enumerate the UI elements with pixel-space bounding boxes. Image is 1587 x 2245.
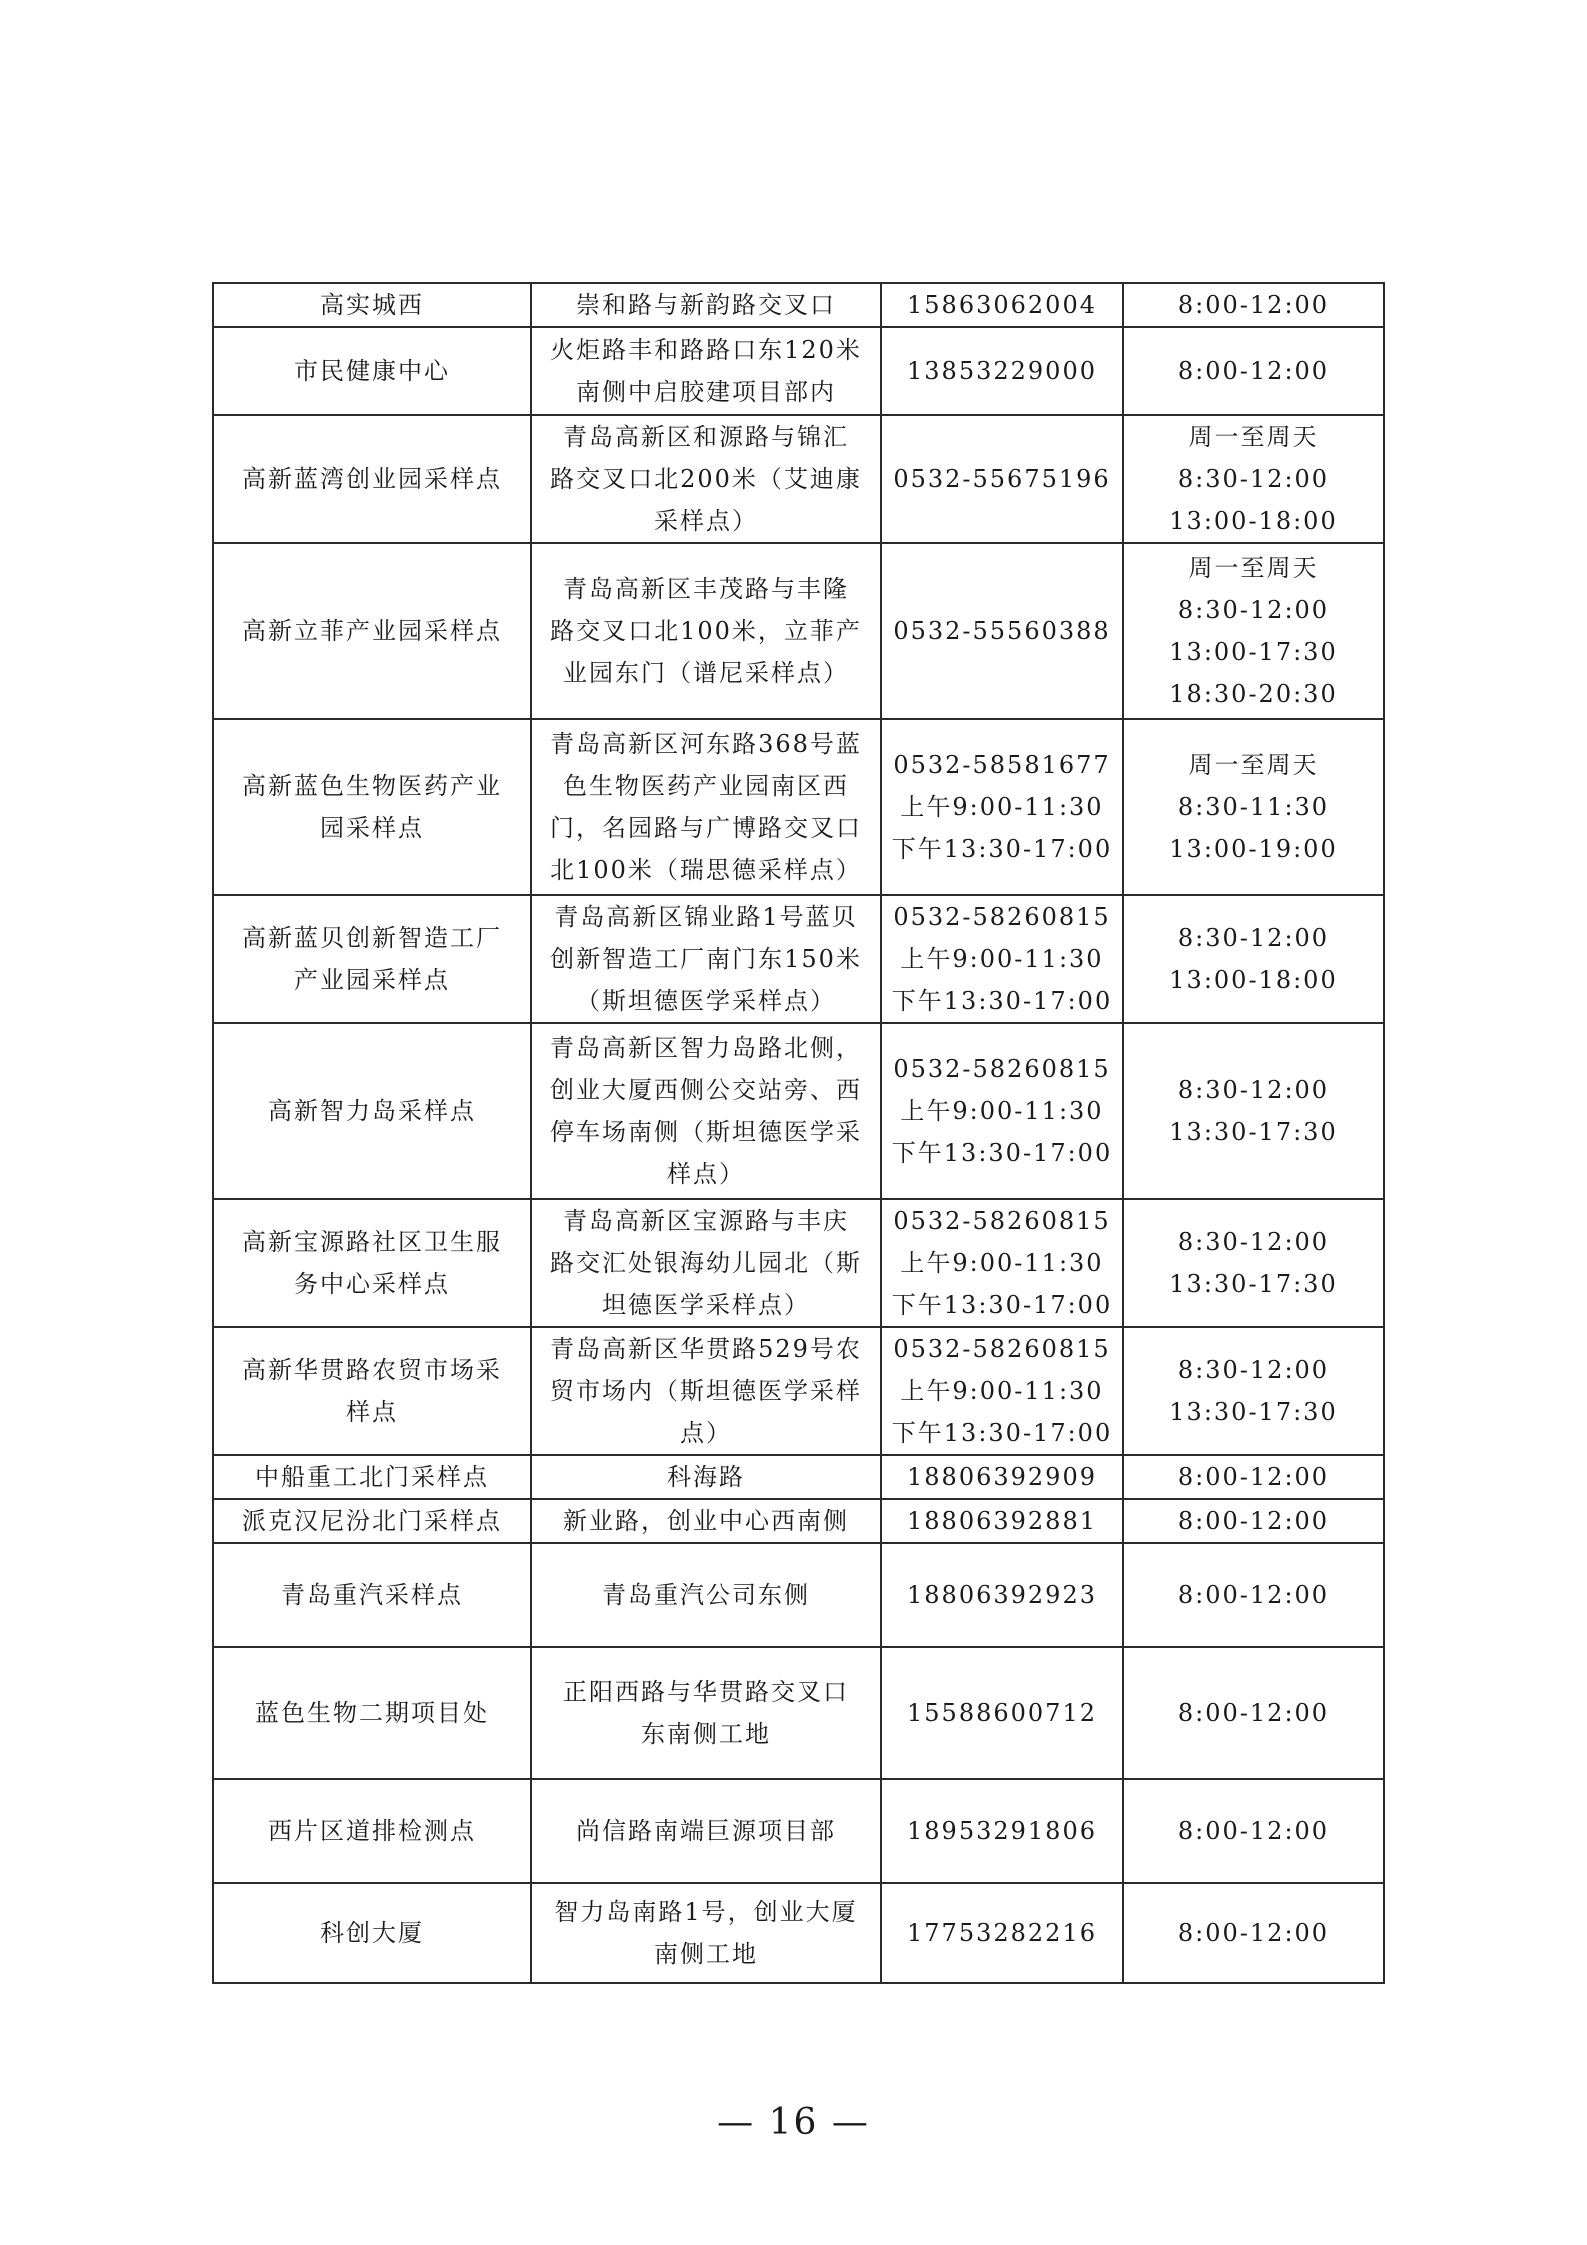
cell-text-line: 下午13:30-17:00 [891, 1291, 1113, 1319]
site-phone-cell [881, 1499, 1123, 1543]
cell-text-line: 停车场南侧（斯坦德医学采 [550, 1118, 862, 1146]
cell-text-line: 南侧中启胶建项目部内 [576, 378, 836, 406]
cell-text-line: 点） [680, 1419, 732, 1447]
cell-text-line: 8:00-12:00 [1177, 1919, 1330, 1947]
cell-text-line: 17753282216 [907, 1919, 1097, 1947]
cell-text-line: 15588600712 [907, 1699, 1097, 1727]
site-hours-cell [1123, 283, 1384, 327]
table-row [213, 1647, 1384, 1779]
cell-text-line: 下午13:30-17:00 [891, 987, 1113, 1015]
table-row [213, 1883, 1384, 1983]
cell-text-line: 8:30-12:00 [1177, 465, 1330, 493]
cell-text-line: 青岛高新区和源路与锦汇 [563, 423, 849, 451]
cell-text-line: 高新智力岛采样点 [268, 1097, 476, 1125]
cell-text-line: 派克汉尼汾北门采样点 [242, 1507, 502, 1535]
cell-text-line: 8:30-12:00 [1177, 596, 1330, 624]
site-phone-cell [881, 415, 1123, 543]
site-name-cell [213, 1883, 531, 1983]
cell-text-line: 18806392909 [907, 1463, 1097, 1491]
cell-text-line: 贸市场内（斯坦德医学采样 [550, 1377, 862, 1405]
site-hours-cell [1123, 1647, 1384, 1779]
cell-text-line: 南侧工地 [654, 1940, 758, 1968]
site-name-cell [213, 1199, 531, 1327]
table-row [213, 415, 1384, 543]
site-name-cell [213, 1327, 531, 1455]
cell-text-line: 8:00-12:00 [1177, 357, 1330, 385]
cell-text-line: 西片区道排检测点 [268, 1817, 476, 1845]
cell-text-line: 创业大厦西侧公交站旁、西 [550, 1076, 862, 1104]
site-phone-cell [881, 1455, 1123, 1499]
site-address-cell [531, 1455, 881, 1499]
cell-text-line: 上午9:00-11:30 [900, 1377, 1104, 1405]
site-address-cell [531, 283, 881, 327]
cell-text-line: 样点 [346, 1398, 398, 1426]
site-name-cell [213, 1647, 531, 1779]
table-row [213, 543, 1384, 719]
cell-text-line: 13:00-18:00 [1169, 966, 1338, 994]
cell-text-line: 8:00-12:00 [1177, 1507, 1330, 1535]
site-name-cell [213, 543, 531, 719]
cell-text-line: 门，名园路与广博路交叉口 [550, 814, 862, 842]
cell-text-line: 8:00-12:00 [1177, 1463, 1330, 1491]
cell-text-line: 坦德医学采样点） [602, 1291, 810, 1319]
cell-text-line: 高新宝源路社区卫生服 [242, 1228, 502, 1256]
site-phone-cell [881, 1647, 1123, 1779]
cell-text-line: 8:30-12:00 [1177, 924, 1330, 952]
cell-text-line: 下午13:30-17:00 [891, 1139, 1113, 1167]
table-row [213, 327, 1384, 415]
site-hours-cell [1123, 1499, 1384, 1543]
cell-text-line: 0532-58260815 [893, 903, 1111, 931]
site-hours-cell [1123, 1327, 1384, 1455]
site-address-cell [531, 1883, 881, 1983]
cell-text-line: 园采样点 [320, 814, 424, 842]
cell-text-line: 青岛高新区锦业路1号蓝贝 [554, 903, 858, 931]
cell-text-line: 18806392923 [907, 1581, 1097, 1609]
cell-text-line: 尚信路南端巨源项目部 [576, 1817, 836, 1845]
cell-text-line: 周一至周天 [1188, 554, 1319, 582]
site-name-cell [213, 719, 531, 895]
cell-text-line: 崇和路与新韵路交叉口 [576, 291, 836, 319]
cell-text-line: 8:30-12:00 [1177, 1076, 1330, 1104]
cell-text-line: 高新立菲产业园采样点 [242, 617, 502, 645]
site-name-cell [213, 327, 531, 415]
cell-text-line: 路交叉口北200米（艾迪康 [550, 465, 862, 493]
cell-text-line: 青岛高新区河东路368号蓝 [550, 730, 862, 758]
cell-text-line: 色生物医药产业园南区西 [563, 772, 849, 800]
site-address-cell [531, 1779, 881, 1883]
cell-text-line: 周一至周天 [1188, 423, 1319, 451]
table-row [213, 1327, 1384, 1455]
cell-text-line: 青岛重汽公司东侧 [602, 1581, 810, 1609]
cell-text-line: 8:30-11:30 [1177, 793, 1330, 821]
site-address-cell [531, 1023, 881, 1199]
cell-text-line: 13:00-17:30 [1169, 638, 1338, 666]
site-hours-cell [1123, 1199, 1384, 1327]
cell-text-line: 正阳西路与华贯路交叉口 [563, 1678, 849, 1706]
cell-text-line: 0532-55560388 [893, 617, 1111, 645]
cell-text-line: 青岛高新区宝源路与丰庆 [563, 1207, 849, 1235]
site-phone-cell [881, 327, 1123, 415]
cell-text-line: 样点） [667, 1160, 745, 1188]
cell-text-line: 高新蓝色生物医药产业 [242, 772, 502, 800]
cell-text-line: 下午13:30-17:00 [891, 1419, 1113, 1447]
cell-text-line: 上午9:00-11:30 [900, 793, 1104, 821]
cell-text-line: 8:00-12:00 [1177, 1699, 1330, 1727]
table-row [213, 1023, 1384, 1199]
site-address-cell [531, 327, 881, 415]
cell-text-line: 高新蓝贝创新智造工厂 [242, 924, 502, 952]
cell-text-line: 15863062004 [907, 291, 1097, 319]
sampling-sites-table [212, 282, 1385, 1984]
table-row [213, 1199, 1384, 1327]
cell-text-line: 产业园采样点 [294, 966, 450, 994]
cell-text-line: 0532-55675196 [893, 465, 1111, 493]
table-row [213, 895, 1384, 1023]
site-hours-cell [1123, 1883, 1384, 1983]
table-row [213, 1455, 1384, 1499]
site-address-cell [531, 415, 881, 543]
site-phone-cell [881, 1199, 1123, 1327]
cell-text-line: 新业路，创业中心西南侧 [563, 1507, 849, 1535]
site-name-cell [213, 1543, 531, 1647]
cell-text-line: 8:00-12:00 [1177, 291, 1330, 319]
site-name-cell [213, 1023, 531, 1199]
cell-text-line: 8:30-12:00 [1177, 1356, 1330, 1384]
cell-text-line: 科海路 [667, 1463, 745, 1491]
table-body [213, 283, 1384, 1983]
site-name-cell [213, 283, 531, 327]
site-hours-cell [1123, 1779, 1384, 1883]
cell-text-line: 东南侧工地 [641, 1720, 771, 1748]
site-hours-cell [1123, 895, 1384, 1023]
cell-text-line: 青岛高新区华贯路529号农 [550, 1335, 862, 1363]
cell-text-line: 高新蓝湾创业园采样点 [242, 465, 502, 493]
cell-text-line: 高新华贯路农贸市场采 [242, 1356, 502, 1384]
table-row [213, 283, 1384, 327]
site-address-cell [531, 1499, 881, 1543]
site-hours-cell [1123, 719, 1384, 895]
cell-text-line: 0532-58260815 [893, 1207, 1111, 1235]
cell-text-line: 采样点） [654, 507, 758, 535]
cell-text-line: 下午13:30-17:00 [891, 835, 1113, 863]
cell-text-line: 8:00-12:00 [1177, 1817, 1330, 1845]
site-phone-cell [881, 719, 1123, 895]
cell-text-line: 18:30-20:30 [1169, 680, 1338, 708]
cell-text-line: 火炬路丰和路路口东120米 [550, 336, 862, 364]
site-phone-cell [881, 895, 1123, 1023]
cell-text-line: 8:30-12:00 [1177, 1228, 1330, 1256]
cell-text-line: 路交汇处银海幼儿园北（斯 [550, 1249, 862, 1277]
site-hours-cell [1123, 1543, 1384, 1647]
table-row [213, 1499, 1384, 1543]
cell-text-line: 路交叉口北100米，立菲产 [550, 617, 862, 645]
site-address-cell [531, 1199, 881, 1327]
cell-text-line: 18806392881 [907, 1507, 1097, 1535]
site-phone-cell [881, 1883, 1123, 1983]
cell-text-line: 18953291806 [907, 1817, 1097, 1845]
cell-text-line: 智力岛南路1号，创业大厦 [554, 1898, 858, 1926]
site-phone-cell [881, 283, 1123, 327]
cell-text-line: 市民健康中心 [294, 357, 450, 385]
cell-text-line: 创新智造工厂南门东150米 [550, 945, 862, 973]
cell-text-line: 青岛高新区丰茂路与丰隆 [563, 575, 849, 603]
site-name-cell [213, 1455, 531, 1499]
site-phone-cell [881, 1327, 1123, 1455]
cell-text-line: 13:00-18:00 [1169, 507, 1338, 535]
site-name-cell [213, 415, 531, 543]
site-address-cell [531, 719, 881, 895]
site-phone-cell [881, 1543, 1123, 1647]
cell-text-line: 13:00-19:00 [1169, 835, 1338, 863]
cell-text-line: 上午9:00-11:30 [900, 945, 1104, 973]
cell-text-line: 中船重工北门采样点 [255, 1463, 489, 1491]
table-row [213, 1543, 1384, 1647]
site-address-cell [531, 543, 881, 719]
cell-text-line: 13:30-17:30 [1169, 1398, 1338, 1426]
cell-text-line: 8:00-12:00 [1177, 1581, 1330, 1609]
cell-text-line: 上午9:00-11:30 [900, 1249, 1104, 1277]
cell-text-line: 上午9:00-11:30 [900, 1097, 1104, 1125]
site-address-cell [531, 1327, 881, 1455]
cell-text-line: 科创大厦 [320, 1919, 424, 1947]
cell-text-line: 务中心采样点 [294, 1270, 450, 1298]
cell-text-line: 青岛重汽采样点 [281, 1581, 463, 1609]
cell-text-line: （斯坦德医学采样点） [576, 987, 836, 1015]
cell-text-line: 周一至周天 [1188, 751, 1319, 779]
cell-text-line: 0532-58581677 [893, 751, 1111, 779]
cell-text-line: 0532-58260815 [893, 1055, 1111, 1083]
cell-text-line: 青岛高新区智力岛路北侧， [550, 1034, 862, 1062]
cell-text-line: 0532-58260815 [893, 1335, 1111, 1363]
site-hours-cell [1123, 1023, 1384, 1199]
site-name-cell [213, 1779, 531, 1883]
site-hours-cell [1123, 543, 1384, 719]
page-number: — 16 — [717, 2102, 870, 2143]
cell-text-line: 13:30-17:30 [1169, 1118, 1338, 1146]
site-address-cell [531, 1543, 881, 1647]
cell-text-line: 13:30-17:30 [1169, 1270, 1338, 1298]
site-phone-cell [881, 543, 1123, 719]
site-phone-cell [881, 1779, 1123, 1883]
site-address-cell [531, 895, 881, 1023]
table-row [213, 719, 1384, 895]
table-row [213, 1779, 1384, 1883]
cell-text-line: 高实城西 [320, 291, 424, 319]
cell-text-line: 蓝色生物二期项目处 [255, 1699, 489, 1727]
site-phone-cell [881, 1023, 1123, 1199]
cell-text-line: 业园东门（谱尼采样点） [563, 659, 849, 687]
cell-text-line: 13853229000 [907, 357, 1097, 385]
site-address-cell [531, 1647, 881, 1779]
cell-text-line: 北100米（瑞思德采样点） [550, 856, 862, 884]
site-hours-cell [1123, 1455, 1384, 1499]
site-hours-cell [1123, 415, 1384, 543]
site-name-cell [213, 895, 531, 1023]
site-hours-cell [1123, 327, 1384, 415]
site-name-cell [213, 1499, 531, 1543]
